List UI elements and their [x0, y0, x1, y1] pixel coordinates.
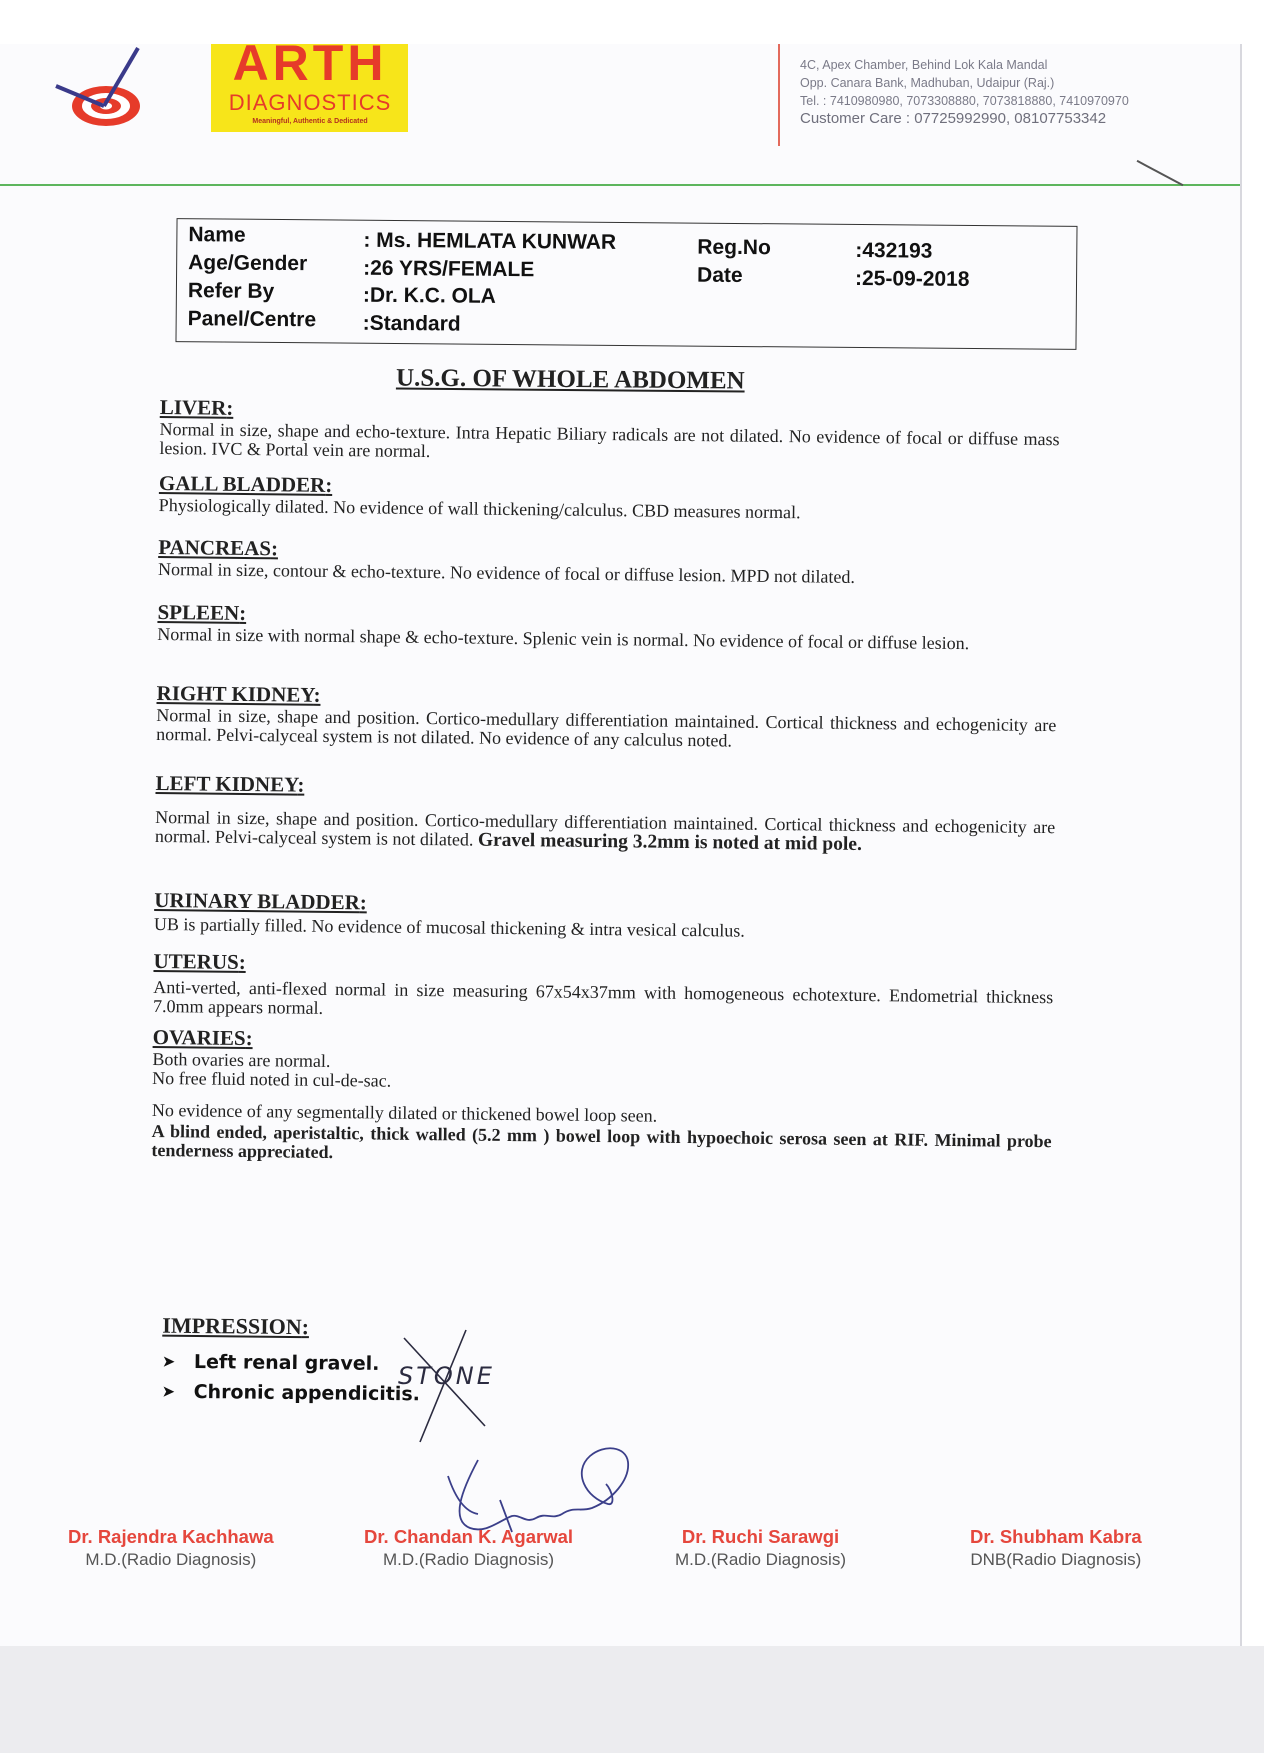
section-heading: RIGHT KIDNEY: [156, 680, 314, 707]
impression: IMPRESSION: ➤ Left renal gravel. ➤ Chronic appendicitis.: [161, 1312, 421, 1406]
bowel-note: No evidence of any segmentally dilated or thickened bowel loop seen.: [151, 1099, 658, 1126]
impression-text: Chronic appendicitis.: [193, 1380, 421, 1406]
doctor-name: Dr. Rajendra Kachhawa: [68, 1526, 274, 1547]
logo-tagline: Meaningful, Authentic & Dedicated: [252, 118, 368, 125]
section-heading: LIVER: [159, 395, 227, 420]
logo-name: ARTH: [232, 35, 388, 91]
section-gall-bladder: GALL BLADDER: Physiologically dilated. No evidence of wall thickening/calculus. CBD measures normal.: [159, 471, 1059, 525]
date-value: :25-09-2018: [854, 266, 970, 291]
refer-value: :Dr. K.C. OLA: [362, 283, 497, 308]
reg-value: :432193: [855, 238, 933, 263]
section-heading: GALL BLADDER: [158, 470, 326, 497]
address-line: Tel. : 7410980980, 7073308880, 7073818880, 7410970970: [800, 94, 1129, 108]
doctor-signature-block: [364, 1526, 573, 1570]
doctor-name: Dr. Ruchi Sarawgi: [681, 1526, 840, 1547]
section-pancreas: PANCREAS: Normal in size, contour & echo-texture. No evidence of focal or diffuse lesion. MPD not dilated.: [158, 535, 1058, 589]
impression-item: [162, 1349, 421, 1378]
doctor-signature-block: [675, 1526, 846, 1570]
report-title: U.S.G. OF WHOLE ABDOMEN: [395, 364, 745, 395]
section-text: Anti-verted, anti-flexed normal in size measuring 67x54x37mm with homogeneous echotexture. Endometrial thickness 7.0mm appears normal.: [152, 976, 1054, 1018]
section-text: Normal in size, shape and position. Cortico-medullary differentiation maintained. Cortical thickness and echogenicity are normal. Pelvi-calyceal system is not dilated.: [154, 806, 1056, 850]
impression-heading: IMPRESSION: [162, 1312, 302, 1340]
section-text: Normal in size, contour & echo-texture. No evidence of focal or diffuse lesion. MPD not dilated.: [157, 558, 856, 587]
impression-item: [162, 1379, 421, 1408]
section-text: No free fluid noted in cul-de-sac.: [152, 1067, 392, 1091]
address-block: [800, 56, 1220, 128]
section-text: Normal in size with normal shape & echo-texture. Splenic vein is normal. No evidence of focal or diffuse lesion.: [157, 623, 970, 654]
reg-label: Reg.No: [697, 235, 771, 260]
section-text: Normal in size, shape and position. Cortico-medullary differentiation maintained. Cortical thickness and echogenicity are normal. Pelvi-calyceal system is not dilated. No evidence of any calculus noted.: [156, 704, 1057, 751]
arth-logo: [46, 35, 392, 140]
arrow-bullet-icon: ➤: [161, 1381, 176, 1401]
address-line: 4C, Apex Chamber, Behind Lok Kala Mandal: [800, 58, 1048, 72]
address-divider: [778, 44, 780, 146]
address-line: Opp. Canara Bank, Madhuban, Udaipur (Raj.): [800, 76, 1055, 90]
handwritten-note-text: STONE: [398, 1362, 495, 1390]
section-spleen: SPLEEN: Normal in size with normal shape & echo-texture. Splenic vein is normal. No evidence of focal or diffuse lesion.: [157, 600, 1057, 654]
gravel-finding: Gravel measuring 3.2mm is noted at mid pole.: [477, 829, 863, 855]
doctor-name: Dr. Shubham Kabra: [970, 1526, 1142, 1547]
bowel-findings: [151, 1101, 1052, 1170]
doctor-signature-block: [68, 1526, 274, 1570]
panel-label: Panel/Centre: [187, 307, 317, 332]
target-icon: [46, 44, 216, 140]
section-ovaries: OVARIES: Both ovaries are normal. No free fluid noted in cul-de-sac.: [152, 1025, 1053, 1098]
section-text: UB is partially filled. No evidence of mucosal thickening & intra vesical calculus.: [153, 913, 745, 941]
section-heading: UTERUS: [153, 948, 239, 974]
section-heading: LEFT KIDNEY: [155, 770, 298, 797]
section-urinary-bladder: URINARY BLADDER: UB is partially filled. No evidence of mucosal thickening & intra vesical calculus.: [154, 888, 1054, 944]
arrow-bullet-icon: ➤: [161, 1351, 176, 1371]
bowel-finding: A blind ended, aperistaltic, thick walled (5.2 mm ) bowel loop with hypoechoic serosa seen at RIF. Minimal probe tenderness appreciated.: [151, 1120, 1052, 1163]
age-label: Age/Gender: [188, 251, 308, 276]
doctor-qualification: M.D.(Radio Diagnosis): [383, 1550, 555, 1569]
doctor-qualification: M.D.(Radio Diagnosis): [675, 1550, 846, 1569]
section-text: Physiologically dilated. No evidence of wall thickening/calculus. CBD measures normal.: [158, 494, 801, 523]
logo-sub: DIAGNOSTICS: [228, 90, 392, 115]
date-label: Date: [696, 263, 743, 288]
impression-text: Left renal gravel.: [193, 1350, 380, 1375]
corner-mark: [1137, 160, 1184, 186]
customer-care: Customer Care : 07725992990, 08107753342: [800, 110, 1107, 127]
doctor-name: Dr. Chandan K. Agarwal: [364, 1526, 574, 1547]
section-left-kidney: LEFT KIDNEY: Normal in size, shape and position. Cortico-medullary differentiation maintained. Cortical thickness and echogenicity are normal. Pelvi-calyceal system is not dilated. Gravel measuring 3.2mm is noted at mid pole.: [154, 770, 1056, 855]
section-heading: SPLEEN: [157, 599, 240, 625]
section-liver: LIVER: Normal in size, shape and echo-texture. Intra Hepatic Biliary radicals are not dilated. No evidence of focal or diffuse mass lesion. IVC & Portal vein are normal.: [159, 395, 1060, 468]
section-text: Both ovaries are normal.: [152, 1048, 331, 1071]
scan-bottom-band: [0, 1646, 1264, 1753]
patient-info-box: [175, 218, 1077, 350]
doctor-qualification: M.D.(Radio Diagnosis): [85, 1550, 257, 1569]
doctor-signature-block: [970, 1526, 1142, 1570]
name-label: Name: [188, 223, 246, 247]
age-value: :26 YRS/FEMALE: [363, 256, 535, 282]
section-heading: URINARY BLADDER: [154, 887, 360, 915]
section-right-kidney: RIGHT KIDNEY: Normal in size, shape and position. Cortico-medullary differentiation maintained. Cortical thickness and echogenicity are normal. Pelvi-calyceal system is not dilated. No evidence of any calculus noted.: [156, 681, 1057, 754]
panel-value: :Standard: [362, 311, 461, 336]
doctor-qualification: DNB(Radio Diagnosis): [970, 1550, 1142, 1569]
refer-label: Refer By: [187, 279, 275, 303]
section-heading: PANCREAS: [158, 534, 272, 561]
name-value: : Ms. HEMLATA KUNWAR: [363, 228, 617, 254]
section-text: Normal in size, shape and echo-texture. Intra Hepatic Biliary radicals are not dilated. No evidence of focal or diffuse mass lesion. IVC & Portal vein are normal.: [159, 418, 1060, 462]
section-heading: OVARIES: [152, 1024, 246, 1051]
section-uterus: UTERUS: Anti-verted, anti-flexed normal in size measuring 67x54x37mm with homogeneous echotexture. Endometrial thickness 7.0mm appears normal.: [153, 949, 1054, 1026]
header-rule: [0, 184, 1240, 186]
